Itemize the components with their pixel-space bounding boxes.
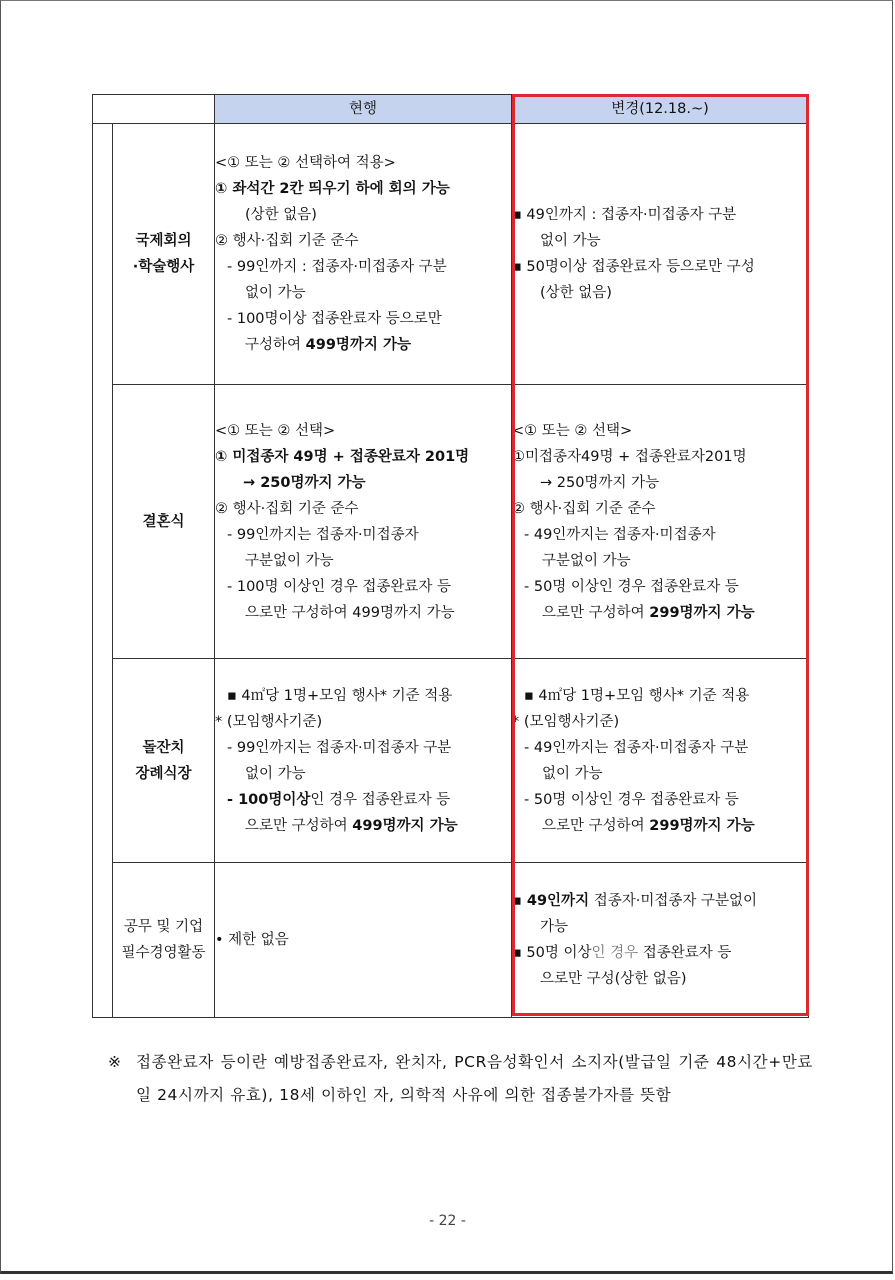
table-row [93, 385, 809, 659]
changed-rule-cell: ▪ 49인까지 : 접종자·미접종자 구분 없이 가능 ▪ 50명이상 접종완료자 등으로만 구성 (상한 없음) [512, 124, 809, 385]
policy-comparison-table [92, 94, 809, 1018]
table-row [93, 863, 809, 1018]
page-number: - 22 - [429, 1213, 466, 1229]
header-changed: 변경(12.18.~) [512, 95, 809, 124]
current-rule-cell: <① 또는 ② 선택하여 적용> ① 좌석간 2칸 띄우기 하에 회의 가능 (상한 없음) ② 행사·집회 기준 준수 - 99인까지 : 접종자·미접종자 구분 없이 가능 - 100명이상 접종완료자 등으로만 구성하여 499명까지 가능 [215, 124, 512, 385]
row-category: 공무 및 기업 필수경영활동 [113, 863, 215, 1018]
current-rule-cell: <① 또는 ② 선택> ① 미접종자 49명 + 접종완료자 201명 → 250명까지 가능 ② 행사·집회 기준 준수 - 99인까지는 접종자·미접종자 구분없이 가능 - 100명 이상인 경우 접종완료자 등 으로만 구성하여 499명까지 가능 [215, 385, 512, 659]
table-row [93, 124, 809, 385]
table-row [93, 659, 809, 863]
current-rule-cell: ▪ 4㎡당 1명+모임 행사* 기준 적용 * (모임행사기준) - 99인까지는 접종자·미접종자 구분 없이 가능 - 100명이상인 경우 접종완료자 등 으로만 구성하여 499명까지 가능 [215, 659, 512, 863]
footnote [108, 1046, 813, 1112]
note-text: 접종완료자 등이란 예방접종완료자, 완치자, PCR음성확인서 소지자(발급일 기준 48시간+만료일 24시까지 유효), 18세 이하인 자, 의학적 사유에 의한 접종불가자를 뜻함 [136, 1053, 813, 1104]
row-category: 돌잔치 장례식장 [113, 659, 215, 863]
left-margin-cell [93, 124, 113, 1018]
row-category: 국제회의 ·학술행사 [113, 124, 215, 385]
changed-rule-cell: <① 또는 ② 선택> ①미접종자49명 + 접종완료자201명 → 250명까지 가능 ② 행사·집회 기준 준수 - 49인까지는 접종자·미접종자 구분없이 가능 - 50명 이상인 경우 접종완료자 등 으로만 구성하여 299명까지 가능 [512, 385, 809, 659]
current-rule-cell: • 제한 없음 [215, 863, 512, 1018]
changed-rule-cell: ▪ 4㎡당 1명+모임 행사* 기준 적용 * (모임행사기준) - 49인까지는 접종자·미접종자 구분 없이 가능 - 50명 이상인 경우 접종완료자 등 으로만 구성하여 299명까지 가능 [512, 659, 809, 863]
header-blank-cell [93, 95, 215, 124]
note-mark: ※ [108, 1053, 121, 1071]
changed-rule-cell: ▪ 49인까지 접종자·미접종자 구분없이 가능 ▪ 50명 이상인 경우 접종완료자 등 으로만 구성(상한 없음) [512, 863, 809, 1018]
table-header-row [93, 95, 809, 124]
header-current: 현행 [215, 95, 512, 124]
row-category: 결혼식 [113, 385, 215, 659]
